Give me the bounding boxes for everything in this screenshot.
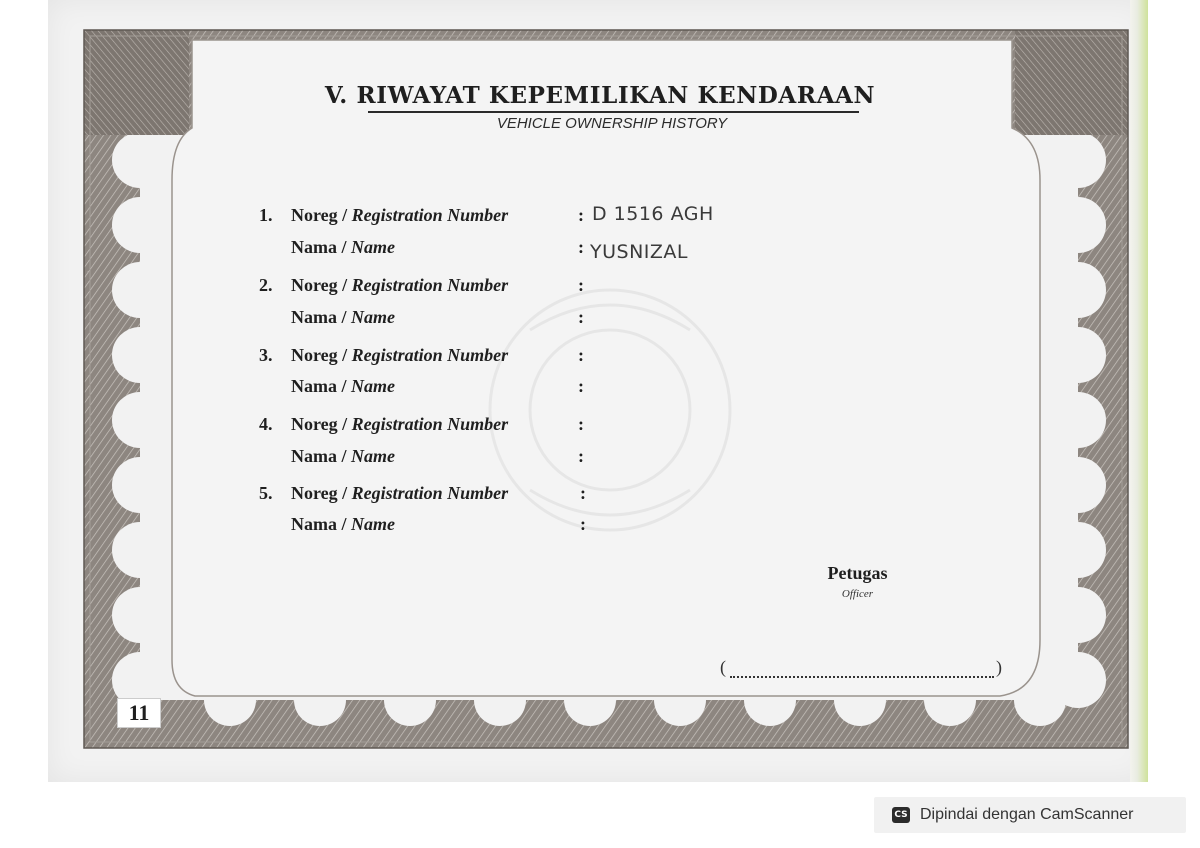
reg-label-id: Noreg / xyxy=(291,414,348,434)
entry-number: 1. xyxy=(259,205,273,225)
entry-1-reg-value: D 1516 AGH xyxy=(592,203,714,225)
signature-line xyxy=(720,657,1002,681)
page-title: V. RIWAYAT KEPEMILIKAN KENDARAAN xyxy=(324,82,876,109)
name-label-id: Nama / xyxy=(291,307,347,327)
colon: : xyxy=(578,205,584,225)
camscanner-text: Dipindai dengan CamScanner xyxy=(920,806,1134,823)
entry-1-name-value: YUSNIZAL xyxy=(590,241,688,263)
colon: : xyxy=(580,483,586,503)
dotted-line xyxy=(730,676,994,678)
paren-open: ( xyxy=(720,657,726,677)
entry-number: 5. xyxy=(259,483,273,503)
page-number: 11 xyxy=(117,698,161,728)
reg-label-en: Registration Number xyxy=(351,205,509,225)
name-label-en: Name xyxy=(351,237,395,257)
camscanner-logo-icon: CS xyxy=(892,807,910,823)
colon: : xyxy=(578,345,584,365)
name-label-id: Nama / xyxy=(291,514,347,534)
paren-close: ) xyxy=(996,657,1002,677)
colon: : xyxy=(578,376,584,396)
reg-label-id: Noreg / xyxy=(291,345,348,365)
scallops-right xyxy=(1050,132,1106,708)
entry-number: 4. xyxy=(259,414,273,434)
reg-label-en: Registration Number xyxy=(351,414,509,434)
colon: : xyxy=(578,237,584,257)
colon: : xyxy=(578,307,584,327)
reg-label-en: Registration Number xyxy=(351,345,509,365)
colon: : xyxy=(578,414,584,434)
name-label-en: Name xyxy=(351,376,395,396)
page-subtitle: VEHICLE OWNERSHIP HISTORY xyxy=(496,115,728,132)
reg-label-en: Registration Number xyxy=(351,275,509,295)
name-label-en: Name xyxy=(351,307,395,327)
reg-label-id: Noreg / xyxy=(291,275,348,295)
name-label-id: Nama / xyxy=(291,237,347,257)
scallops-left xyxy=(112,132,168,708)
reg-label-id: Noreg / xyxy=(291,205,348,225)
entry-number: 3. xyxy=(259,345,273,365)
reg-label-id: Noreg / xyxy=(291,483,348,503)
name-label-en: Name xyxy=(351,514,395,534)
officer-label: Petugas xyxy=(827,563,888,583)
colon: : xyxy=(578,275,584,295)
colon: : xyxy=(578,446,584,466)
name-label-id: Nama / xyxy=(291,376,347,396)
name-label-id: Nama / xyxy=(291,446,347,466)
title-underline xyxy=(368,111,859,113)
camscanner-badge xyxy=(874,797,1186,833)
reg-label-en: Registration Number xyxy=(351,483,509,503)
name-label-en: Name xyxy=(351,446,395,466)
officer-label-en: Officer xyxy=(841,588,874,600)
entry-number: 2. xyxy=(259,275,273,295)
colon: : xyxy=(580,514,586,534)
